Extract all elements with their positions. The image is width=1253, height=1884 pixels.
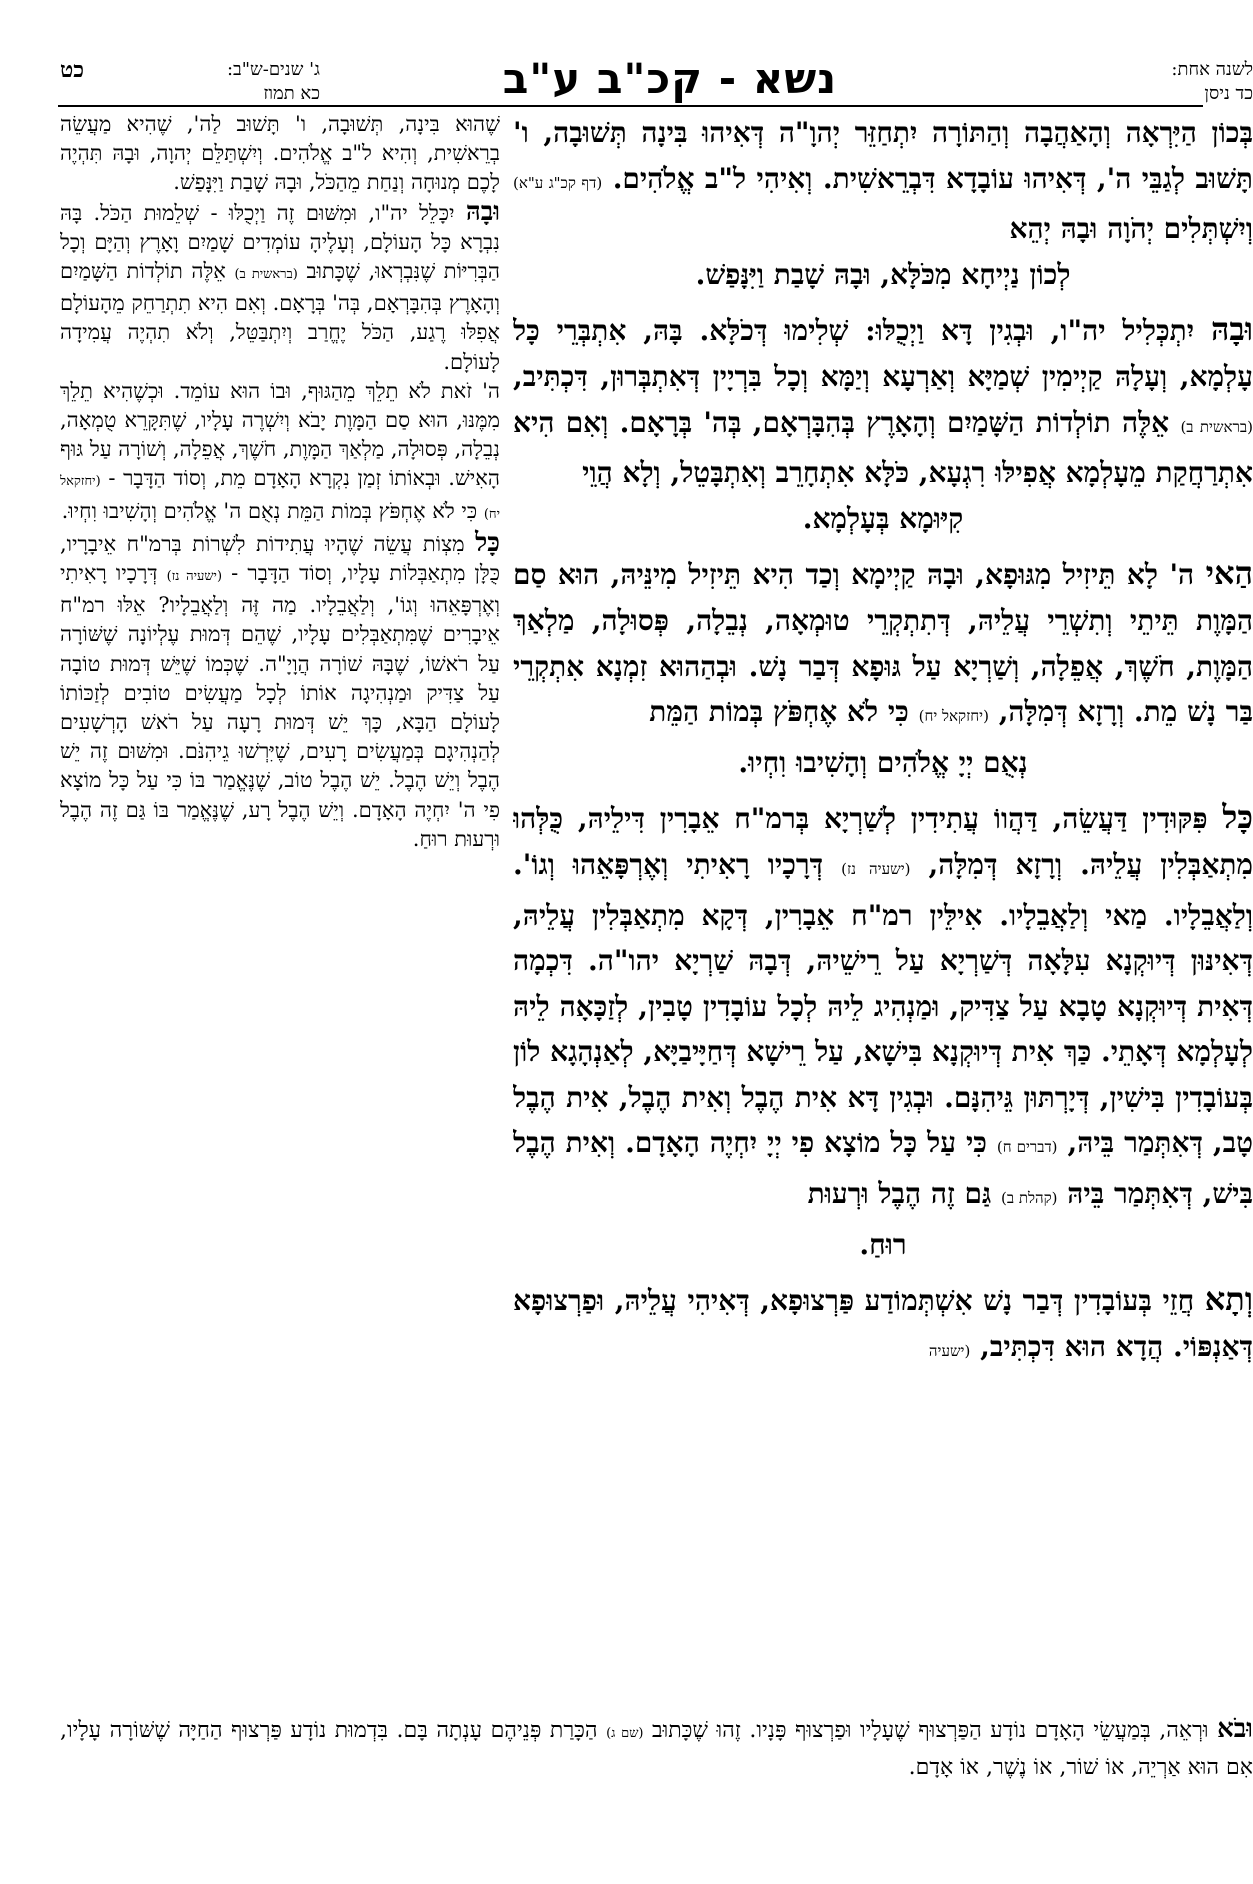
bottom-text2: הַכָּרַת פְּנֵיהֶם עָנְתָה בָּם. בִּדְמוּת נוֹדָע פַּרְצוּף הַחַיָּה שֶׁשּׁוֹרָה עָלָיו, אִם הוּא אַרְיֵה, אוֹ שׁוֹר, אוֹ נֶשֶׁר, אוֹ אָדָם.: [60, 1718, 1253, 1780]
main-paragraph-4: [513, 795, 1253, 1267]
main-p5-text: חֲזֵי בְּעוֹבָדִין דְּבַר נָשׁ אִשְׁתְּמוֹדַע פַּרְצוּפָא, דְּאִיהִי עֲלֵיהּ, וּפַרְצוּפָא דְּאַנְפּוֹי. הֲדָא הוּא דִּכְתִּיב,: [513, 1284, 1253, 1363]
main-p5-lead: וְתָא: [1204, 1280, 1253, 1319]
three-year-cycle-date: כא תמוז: [263, 83, 320, 104]
side-p4-text2: דְּרָכָיו רָאִיתִי וְאֶרְפָּאֵהוּ וְגוֹ', וְלַאֲבֵלָיו. מַה זֶּה וְלַאֲבֵלָיו? אֵלּוּ רמ"ח אֵיבָרִים שֶׁמִּתְאַבְּלִים עָלָיו, שֶׁהֵם דְּמוּת עֶלְיוֹנָה שֶׁשּׁוֹרָה עַל רֹאשׁוֹ, שֶׁבָּהּ שׁוֹרָה הֲוָיָ"ה. שֶׁכְּמוֹ שֶׁיֵּשׁ דְּמוּת טוֹבָה עַל צַדִּיק וּמַנְהִיגָה אוֹתוֹ לְכָל מַעֲשִׂים טוֹבִים לְזַכּוֹתוֹ לָעוֹלָם הַבָּא, כָּךְ יֵשׁ דְּמוּת רָעָה עַל רֹאשׁ הָרְשָׁעִים לְהַנְהִיגָם בְּמַעֲשִׂים רָעִים, שֶׁיִּרְשׁוּ גֵיהִנֹּם. וּמִשּׁוּם זֶה יֵשׁ הֶבֶל וְיֵשׁ הֶבֶל. יֵשׁ הֶבֶל טוֹב, שֶׁנֶּאֱמַר בּוֹ כִּי עַל כָּל מוֹצָא פִי ה' יִחְיֶה הָאָדָם. וְיֵשׁ הֶבֶל רָע, שֶׁנֶּאֱמַר בּוֹ גַּם זֶה הֶבֶל וּרְעוּת רוּחַ.: [60, 561, 500, 851]
side-paragraph-2: [60, 198, 500, 377]
side-paragraph-3: [60, 377, 500, 529]
main-p2-center: קִיּוּמָא בְּעָלְמָא.: [802, 501, 964, 535]
main-p4-ref2: (דברים ח): [996, 1138, 1058, 1157]
main-p4-lead: כָּל: [1222, 798, 1253, 837]
main-p2-text2: אֵלֶּה תוֹלְדוֹת הַשָּׁמַיִם וְהָאָרֶץ בְּהִבָּרְאָם, בְּה' בְּרָאָם. וְאִם הִיא אִתְרַחֲקַת מֵעָלְמָא אֲפִילּוּ רִגְעָא, כֹּלָּא אִתְחָרֵב וְאִתְבָּטֵל, וְלָא הֲוֵי: [513, 405, 1253, 490]
bottom-ref: (שם ג): [606, 1726, 644, 1741]
side-p3-text: ה' זֹאת לֹא תֵלֵךְ מֵהַגּוּף, וּבוֹ הוּא עוֹמֵד. וּכְשֶׁהִיא תֵלֵךְ מִמֶּנּוּ, הוּא סַם הַמָּוֶת יָבֹא וְיִשְׁרֶה עָלָיו, שֶׁתִּקָּרֵא טֻמְאָה, נְבֵלָה, פְּסוּלָה, מַלְאַךְ הַמָּוֶת, חֹשֶׁךְ, אֲפֵלָה, וְשׁוֹרָה עַל גּוּף הָאִישׁ. וּבְאוֹתוֹ זְמַן נִקְרָא הָאָדָם מֵת, וְסוֹד הַדָּבָר -: [60, 378, 500, 491]
page-title: נשא - קכ"ב ע"ב: [502, 54, 838, 103]
side-p2-text: יִכָּלֵל יה"ו, וּמִשּׁוּם זֶה וַיְכֻלּוּ - שְׁלֵמוּת הַכֹּל. בָּהּ נִבְרָא כָּל הָעוֹלָם, וְעָלֶיהָ עוֹמְדִים שָׁמַיִם וָאָרֶץ וְהַיָּם וְכָל הַבְּרִיּוֹת שֶׁנִּבְרְאוּ, שֶׁכָּתוּב: [60, 200, 500, 284]
main-p4-text3: כִּי עַל כָּל מוֹצָא פִי יְיָ יִחְיֶה הָאָדָם. וְאִית הֶבֶל בִּישׁ, דְּאִתְּמַר בֵּיהּ: [513, 1126, 1253, 1211]
header-left: [60, 58, 320, 106]
main-p1-ref: (דף קכ"ג ע"א): [513, 173, 603, 192]
side-p3-text2: כִּי לֹא אֶחְפֹּץ בְּמוֹת הַמֵּת נְאֻם ה' אֱלֹהִים וְהָשִׁיבוּ וִחְיוּ.: [61, 498, 478, 523]
translation-column: [60, 110, 500, 1710]
main-paragraph-2: [513, 307, 1253, 541]
yearly-cycle-date: כד ניסן: [1204, 83, 1253, 104]
main-column: [513, 110, 1253, 1710]
main-p4-center: רוּחַ.: [859, 1227, 907, 1261]
main-p2-lead: וּבָהּ: [1210, 310, 1253, 349]
main-p3-lead: הַאי: [1205, 554, 1253, 593]
side-p4-text: מִצְוֹת עֲשֵׂה שֶׁהָיוּ עֲתִידוֹת לִשְׁרוֹת בְּרמ"ח אֵיבָרָיו, כֻּלָּן מִתְאַבְּלוֹת עָלָיו, וְסוֹד הַדָּבָר -: [60, 531, 500, 586]
bottom-lead: וּבֹא: [1217, 1714, 1253, 1744]
bottom-translation: [60, 1712, 1253, 1785]
main-paragraph-1: [513, 110, 1253, 297]
main-p3-text: ה' לָא תֵּיזִיל מִגּוּפָא, וּבָהּ קַיְימָא וְכַד הִיא תֵּיזִיל מִינֵּיהּ, הוּא סַם הַמָּוֶת תֵּיתֵי וְתִשְׁרֵי עֲלֵיהּ, דְּתִתְקְרֵי טוּמְאָה, נְבֵלָה, פְּסוּלָה, מַלְאַךְ הַמָּוֶת, חֹשֶׁךְ, אֲפֵלָה, וְשַׁרְיָא עַל גּוּפָא דְּבַר נָשׁ. וּבְהַהוּא זִמְנָא אִתְקְרֵי בַּר נָשׁ מֵת. וְרָזָא דְּמִלָּה,: [513, 558, 1253, 729]
main-p4-text: פִּקּוּדִין דַּעֲשֵׂה, דַּהֲווֹ עֲתִידִין לְשַׁרְיָא בְּרמ"ח אֵבָרִין דִּילֵיהּ, כֻּלְּהוּ מִתְאַבְּלִין עֲלֵיהּ. וְרָזָא דְּמִלָּה,: [513, 802, 1253, 881]
main-p3-ref: (יחזקאל יח): [918, 707, 989, 726]
main-p4-text4: גַּם זֶה הֶבֶל וּרְעוּת: [807, 1177, 992, 1211]
main-paragraph-5: [513, 1277, 1253, 1374]
main-p2-ref: (בראשית ב): [1180, 417, 1253, 436]
main-p1-text2: וְיִשְׁתְּלִים יְהֹוָה וּבָהּ יְהֵא: [1009, 212, 1253, 246]
side-p2-ref: (בראשית ב): [234, 267, 298, 283]
main-paragraph-3: [513, 551, 1253, 785]
side-p4-ref: (ישעיה נז): [166, 569, 223, 585]
side-p4-lead: כָּל: [475, 527, 500, 558]
header-divider: [58, 105, 1203, 107]
main-p4-ref: (ישעיה נז): [841, 859, 911, 878]
main-p3-text2: כִּי לֹא אֶחְפֹּץ בְּמוֹת הַמֵּת: [649, 695, 909, 729]
main-p4-ref3: (קהלת ב): [1001, 1189, 1058, 1208]
side-p3-ref: (יחזקאל יח): [60, 474, 500, 522]
side-paragraph-4: [60, 529, 500, 854]
header-right: [1053, 58, 1253, 106]
main-p1-center: לְכוֹן נַיְיחָא מִכֹּלָּא, וּבָהּ שָׁבַת וַיִּנָּפַשׁ.: [695, 257, 1071, 291]
main-p4-text2: דְּרָכָיו רָאִיתִי וְאֶרְפָּאֵהוּ וְגוֹ'. וְלַאֲבֵלָיו. מַאי וְלַאֲבֵלָיו. אִילֵּין רמ"ח אֵבָרִין, דְּקָא מִתְאַבְּלִין עֲלֵיהּ, דְּאִינּוּן דְּיוּקְנָא עִלָּאָה דְּשַׁרְיָא עַל רֵישֵׁיהּ, דְּבָהּ שַׁרְיָא יהו"ה. דִּכְמָה דְּאִית דְּיוּקְנָא טָבָא עַל צַדִּיק, וּמַנְהִיג לֵיהּ לְכָל עוֹבָדִין טָבִין, לְזַכָּאָה לֵיהּ לְעָלְמָא דְּאָתֵי. כַּךְ אִית דְּיוּקְנָא בִּישָׁא, עַל רֵישָׁא דְּחַיָּיבַיָּא, לְאַנְהָגָא לוֹן בְּעוֹבָדִין בִּישִׁין, דְּיָרְתּוּן גֵּיהִנָּם. וּבְגִין דָּא אִית הֶבֶל וְאִית הֶבֶל, אִית הֶבֶל טָב, דְּאִתְּמַר בֵּיהּ,: [513, 847, 1253, 1160]
side-p2-text2: אֵלֶּה תוֹלְדוֹת הַשָּׁמַיִם וְהָאָרֶץ בְּהִבָּרְאָם, בְּה' בְּרָאָם. וְאִם הִיא תִתְרַחֵק מֵהָעוֹלָם אֲפִלּוּ רֶגַע, הַכֹּל יֶחֱרַב וְיִתְבַּטֵּל, וְלֹא תִהְיֶה עֲמִידָה לָעוֹלָם.: [60, 259, 500, 374]
yearly-cycle-label: לשנה אחת:: [1171, 59, 1253, 80]
three-year-cycle-label: ג' שנים-ש"ב:: [226, 59, 320, 80]
side-p2-lead: וּבָהּ: [465, 196, 500, 227]
main-p3-center: נְאֻם יְיָ אֱלֹהִים וְהָשִׁיבוּ וִחְיוּ.: [738, 745, 1028, 779]
page-number: כט: [60, 57, 85, 83]
bottom-text: וּרְאֵה, בְּמַעֲשֵׂי הָאָדָם נוֹדָע הַפַּרְצוּף שֶׁעָלָיו וּפַרְצוּף פָּנָיו. זֶהוּ שֶׁכָּתוּב: [651, 1718, 1209, 1743]
main-p2-text: יִתְכְּלִיל יה"ו, וּבְגִין דָּא וַיְכֻלּוּ: שְׁלִימוּ דְּכֹלָּא. בָּהּ, אִתְבְּרֵי כָּל עָלְמָא, וְעָלָהּ קַיְימִין שְׁמַיָּא וְאַרְעָא וְיַמָּא וְכָל בִּרְיָין דְּאִתְבְּרוּן, דִּכְתִּיב,: [513, 314, 1253, 393]
main-p5-ref: (ישעיה: [928, 1341, 971, 1360]
main-p1-text: בְּכוֹן הַיִּרְאָה וְהָאַהֲבָה וְהַתּוֹרָה יִתְחַזֵּר יְהוָ"ה דְּאִיהוּ בִּינָה תְּשׁוּבָה, ו' תָּשׁוּב לְגַבֵּי ה', דְּאִיהוּ עוֹבָדָא דִּבְרֵאשִׁית. וְאִיהִי ל"ב אֱלֹהִים.: [513, 116, 1253, 195]
side-paragraph-1: שֶׁהוּא בִּינָה, תְּשׁוּבָה, ו' תָּשׁוּב לַה', שֶׁהִיא מַעֲשֵׂה בְרֵאשִׁית, וְהִיא ל"ב אֱלֹהִים. וְיִשְׁתַּלֵּם יְהוָה, וּבָהּ תִּהְיֶה לָכֶם מְנוּחָה וְנַחַת מֵהַכֹּל, וּבָהּ שָׁבַת וַיִּנָּפַשׁ.: [60, 112, 500, 195]
